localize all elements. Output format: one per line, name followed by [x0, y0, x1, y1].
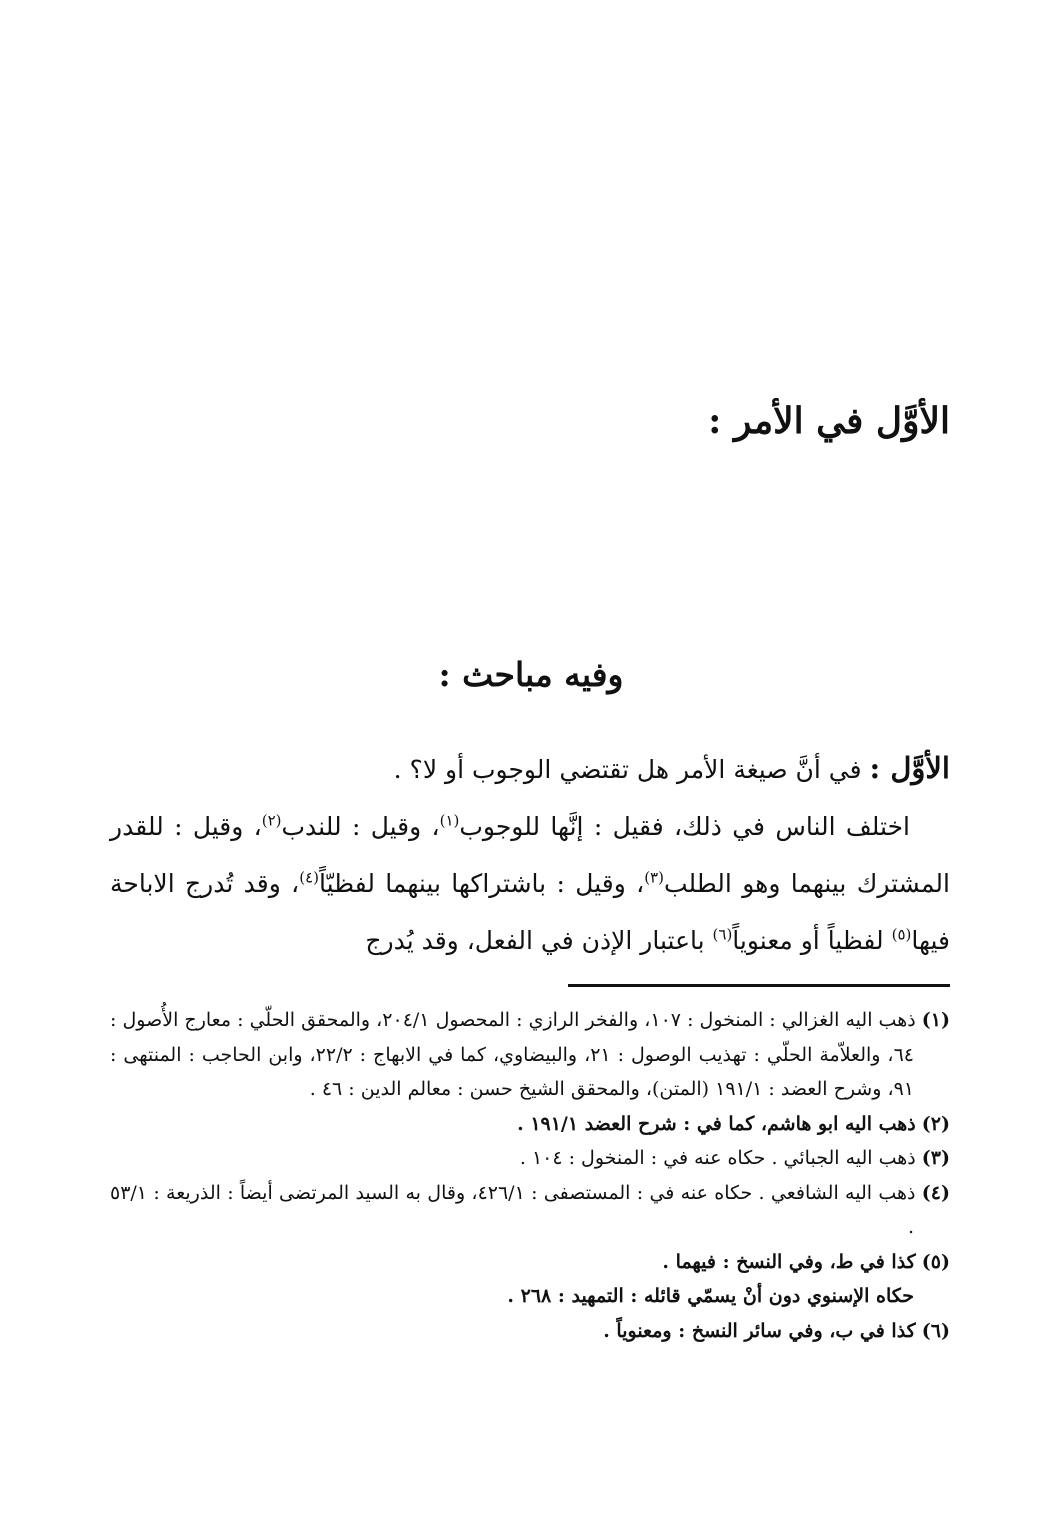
main-text: [110, 740, 950, 969]
first-label: الأوَّل :: [869, 751, 950, 785]
footnote-4: [110, 1176, 950, 1245]
footnote-1: [110, 1003, 950, 1107]
footnote-marker: (٢): [261, 811, 282, 830]
body-text: ، وقيل : للندب: [281, 812, 440, 841]
footnote-text: حكاه الإسنوي دون أنْ يسمّي قائله : التمهيد : ٢٦٨ .: [507, 1285, 914, 1307]
footnote-marker: (٦): [712, 925, 733, 944]
footnote-5: [110, 1245, 950, 1280]
footnote-text: ذهب اليه الغزالي : المنخول : ١٠٧، والفخر الرازي : المحصول ٢٠٤/١، والمحقق الحلّي : معارج الأُصول : ٦٤، والعلاّمة الحلّي : تهذيب الوصول : ٢١، والبيضاوي، كما في الابهاج : ٢٢/٢، وابن الحاجب : المنتهى : ٩١، وشرح العضد : ١٩١/١ (المتن)، والمحقق الشيخ حسن : معالم الدين : ٤٦ .: [110, 1009, 916, 1100]
chapter-title: الأوَّل في الأمر :: [708, 400, 950, 442]
footnote-marker: (١): [439, 811, 460, 830]
footnote-number: (٦): [921, 1319, 950, 1342]
first-question-line: [110, 740, 950, 798]
footnote-number: (٣): [921, 1147, 950, 1169]
body-text: ، وقد تُدرج الاباحة فيها: [110, 869, 950, 955]
footnotes: [110, 1003, 950, 1348]
footnote-2: [110, 1107, 950, 1142]
body-text: ، وقيل : باشتراكها بينهما لفظيّاً: [319, 869, 645, 898]
footnote-number: (٤): [921, 1181, 951, 1204]
footnote-text: كذا في ب، وفي سائر النسخ : ومعنوياً .: [603, 1319, 916, 1342]
footnote-text: ذهب اليه الشافعي . حكاه عنه في : المستصفى : ٤٢٦/١، وقال به السيد المرتضى أيضاً : الذريعة : ٥٣/١ .: [110, 1181, 916, 1238]
section-title: وفيه مباحث :: [438, 655, 624, 694]
body-text: ، وقيل : للقدر المشترك بينهما وهو الطلب: [110, 812, 951, 898]
footnote-marker: (٥): [891, 925, 912, 944]
footnote-text: ذهب اليه ابو هاشم، كما في : شرح العضد ١٩١/١ .: [517, 1112, 916, 1135]
body-paragraph: [110, 798, 950, 969]
footnote-5-continuation: [110, 1279, 950, 1314]
footnote-marker: (٤): [299, 868, 319, 887]
footnote-marker: (٣): [644, 868, 664, 887]
footnote-text: كذا في ط، وفي النسخ : فيهما .: [662, 1250, 916, 1273]
footnote-divider: [568, 984, 950, 987]
body-text: اختلف الناس في ذلك، فقيل : إنَّها للوجوب: [459, 812, 910, 841]
body-text: لفظياً أو معنوياً: [732, 926, 892, 955]
footnote-6: [110, 1314, 950, 1349]
body-text: باعتبار الإذن في الفعل، وقد يُدرج: [365, 926, 713, 955]
footnote-number: (٥): [921, 1250, 950, 1273]
footnote-number: (١): [921, 1009, 951, 1031]
footnote-number: (٢): [921, 1112, 950, 1135]
footnote-3: [110, 1141, 950, 1176]
footnote-text: ذهب اليه الجبائي . حكاه عنه في : المنخول : ١٠٤ .: [519, 1147, 916, 1169]
first-question: في أنَّ صيغة الأمر هل تقتضي الوجوب أو لا؟ .: [393, 755, 862, 784]
